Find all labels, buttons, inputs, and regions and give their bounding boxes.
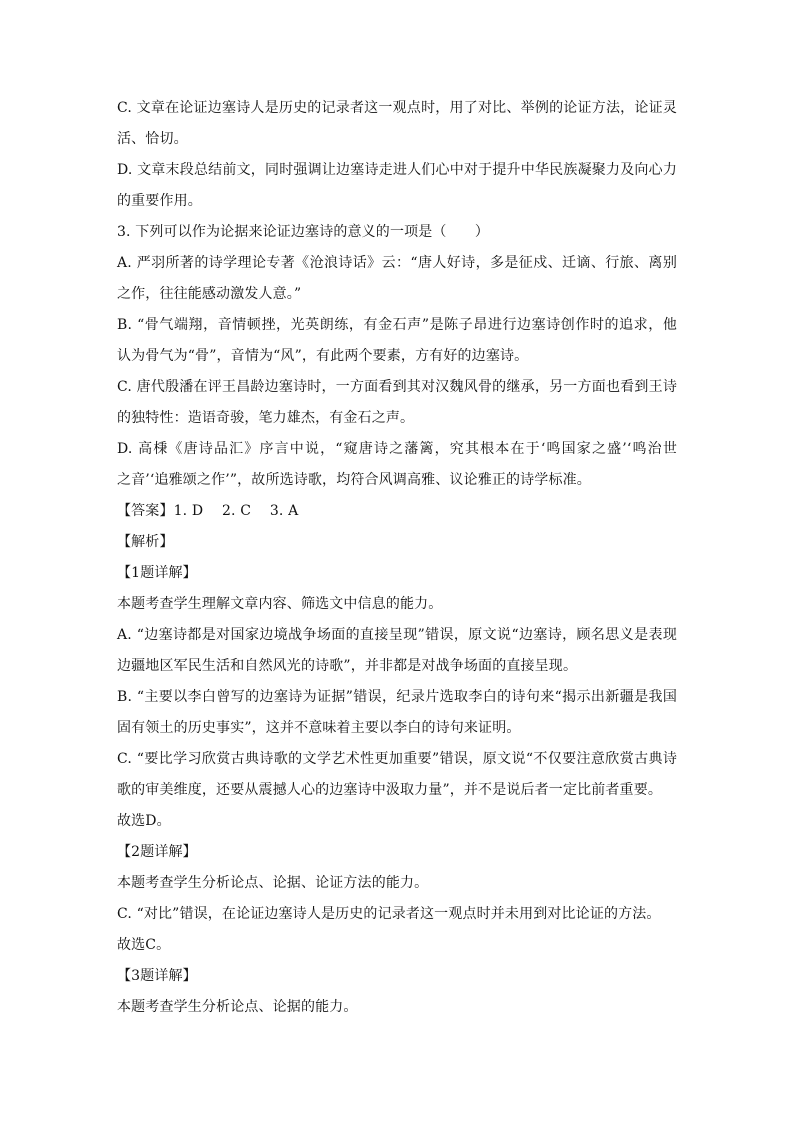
q1-conclusion: 故选D。 [117, 813, 171, 829]
q3-option-a-line-1: A. 严羽所著的诗学理论专著《沧浪诗话》云：“唐人好诗，多是征戍、迁谪、行旅、离别 [117, 255, 677, 271]
document-body [117, 100, 677, 1030]
q1-b-line-1: B. “主要以李白曾写的边塞诗为证据”错误，纪录片选取李白的诗句来“揭示出新疆是我国 [117, 689, 677, 705]
q3-option-b-line-2: 认为骨气为“骨”，音情为“风”，有此两个要素，方有好的边塞诗。 [117, 348, 529, 364]
q1-b-line-2: 固有领土的历史事实”，这并不意味着主要以李白的诗句来证明。 [117, 720, 521, 736]
q2-c-line: C. “对比”错误，在论证边塞诗人是历史的记录者这一观点时并未用到对比论证的方法。 [117, 906, 661, 922]
question-3-stem: 3. 下列可以作为论据来论证边塞诗的意义的一项是（ ） [117, 224, 490, 240]
q3-option-d-line-1: D. 高棅《唐诗品汇》序言中说，“窥唐诗之藩篱，究其根本在于‘鸣国家之盛’‘鸣治世 [117, 441, 677, 457]
q3-option-b-line-1: B. “骨气端翔，音情顿挫，光英朗练，有金石声”是陈子昂进行边塞诗创作时的追求，他 [117, 317, 677, 333]
q3-option-d-line-2: 之音’‘追雅颂之作’”，故所选诗歌，均符合风调高雅、议论雅正的诗学标准。 [117, 472, 591, 488]
answer-line: 【答案】1. D 2. C 3. A [117, 503, 299, 519]
option-d-line-2: 的重要作用。 [117, 193, 202, 209]
option-c-line-2: 活、恰切。 [117, 131, 188, 147]
q3-detail-heading: 【3题详解】 [117, 968, 197, 984]
q3-option-c-line-2: 的独特性：造语奇骏，笔力雄杰，有金石之声。 [117, 410, 415, 426]
q2-conclusion: 故选C。 [117, 937, 171, 953]
option-d-line-1: D. 文章末段总结前文，同时强调让边塞诗走进人们心中对于提升中华民族凝聚力及向心力 [117, 162, 677, 178]
analysis-heading: 【解析】 [117, 534, 174, 550]
q3-option-c-line-1: C. 唐代殷潘在评王昌龄边塞诗时，一方面看到其对汉魏风骨的继承，另一方面也看到王诗 [117, 379, 677, 395]
q3-intro: 本题考查学生分析论点、论据的能力。 [117, 999, 358, 1015]
q1-a-line-1: A. “边塞诗都是对国家边境战争场面的直接呈现”错误，原文说“边塞诗，顾名思义是表现 [117, 627, 677, 643]
q3-option-a-line-2: 之作，往往能感动激发人意。” [117, 286, 302, 302]
q1-c-line-2: 歌的审美维度，还要从震撼人心的边塞诗中汲取力量”，并不是说后者一定比前者重要。 [117, 782, 663, 798]
option-c-line-1: C. 文章在论证边塞诗人是历史的记录者这一观点时，用了对比、举例的论证方法，论证灵 [117, 100, 677, 116]
q2-intro: 本题考查学生分析论点、论据、论证方法的能力。 [117, 875, 429, 891]
q1-intro: 本题考查学生理解文章内容、筛选文中信息的能力。 [117, 596, 443, 612]
q1-detail-heading: 【1题详解】 [117, 565, 197, 581]
q2-detail-heading: 【2题详解】 [117, 844, 197, 860]
q1-a-line-2: 边疆地区军民生活和自然风光的诗歌”，并非都是对战争场面的直接呈现。 [117, 658, 578, 674]
q1-c-line-1: C. “要比学习欣赏古典诗歌的文学艺术性更加重要”错误，原文说“不仅要注意欣赏古典诗 [117, 751, 677, 767]
